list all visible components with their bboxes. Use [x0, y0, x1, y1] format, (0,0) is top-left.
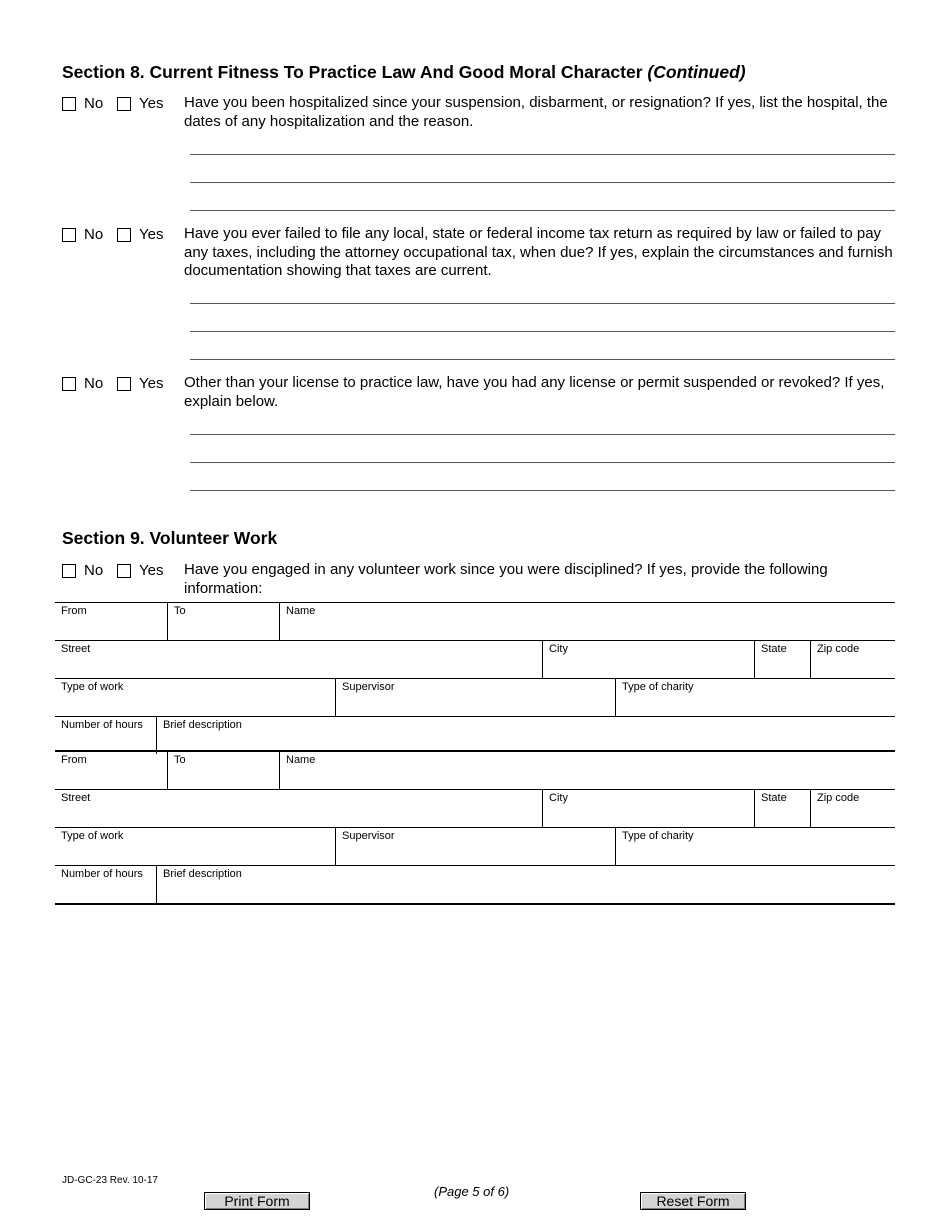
zip-input-2[interactable]	[815, 807, 891, 825]
from-cell: From	[55, 603, 167, 640]
street-cell: Street	[55, 641, 542, 678]
question-license	[62, 375, 896, 415]
hospitalized-answer-line-3[interactable]	[190, 210, 895, 211]
taxes-question-text: Have you ever failed to file any local, state or federal income tax return as required by law or failed to pay any taxes, including the attorney occupational tax, when due? If yes, explain the circumstances and furnish documentation showing that taxes are current.	[184, 225, 893, 279]
hospitalized-answer-line-1[interactable]	[190, 154, 895, 155]
state-input-1[interactable]	[759, 658, 806, 676]
volunteer-entry-1	[55, 602, 895, 754]
name-input-2[interactable]	[284, 769, 891, 787]
street-input-2[interactable]	[59, 807, 538, 825]
to-input-1[interactable]	[172, 620, 275, 638]
hospitalized-no-option[interactable]: No	[62, 95, 103, 113]
type-of-charity-cell: Type of charity	[615, 679, 895, 716]
volunteer-yes-option[interactable]: Yes	[117, 562, 163, 580]
city-cell: City	[542, 790, 754, 827]
hospitalized-question-text: Have you been hospitalized since your suspension, disbarment, or resignation? If yes, list the hospital, the dates of any hospitalization and the reason.	[184, 94, 888, 130]
question-taxes	[62, 225, 896, 279]
state-cell: State	[754, 641, 810, 678]
taxes-answer-line-2[interactable]	[190, 331, 895, 332]
type-of-work-cell: Type of work	[55, 828, 335, 865]
number-of-hours-cell: Number of hours	[55, 866, 156, 903]
zip-cell: Zip code	[810, 641, 895, 678]
name-input-1[interactable]	[284, 620, 891, 638]
license-no-checkbox[interactable]	[62, 377, 76, 391]
name-cell: Name	[279, 752, 895, 789]
name-cell: Name	[279, 603, 895, 640]
street-cell: Street	[55, 790, 542, 827]
license-yes-option[interactable]: Yes	[117, 375, 163, 393]
from-cell: From	[55, 752, 167, 789]
section-8-title-suffix: (Continued)	[647, 62, 746, 82]
type-of-charity-cell: Type of charity	[615, 828, 895, 865]
form-code: JD-GC-23 Rev. 10-17	[62, 1175, 158, 1186]
city-input-1[interactable]	[547, 658, 750, 676]
type-of-work-input-2[interactable]	[59, 845, 331, 863]
taxes-yes-checkbox[interactable]	[117, 228, 131, 242]
to-cell: To	[167, 603, 279, 640]
taxes-yes-option[interactable]: Yes	[117, 226, 163, 244]
type-of-charity-input-1[interactable]	[620, 696, 891, 714]
type-of-charity-input-2[interactable]	[620, 845, 891, 863]
type-of-work-cell: Type of work	[55, 679, 335, 716]
page-number: (Page 5 of 6)	[434, 1184, 510, 1199]
volunteer-no-option[interactable]: No	[62, 562, 103, 580]
hospitalized-yes-checkbox[interactable]	[117, 97, 131, 111]
hospitalized-yes-option[interactable]: Yes	[117, 95, 163, 113]
volunteer-table-bottom-border	[55, 903, 895, 905]
license-yes-checkbox[interactable]	[117, 377, 131, 391]
volunteer-yes-checkbox[interactable]	[117, 564, 131, 578]
brief-description-input-2[interactable]	[161, 883, 891, 901]
number-of-hours-cell: Number of hours	[55, 717, 156, 754]
license-no-option[interactable]: No	[62, 375, 103, 393]
hospitalized-no-checkbox[interactable]	[62, 97, 76, 111]
city-input-2[interactable]	[547, 807, 750, 825]
supervisor-input-1[interactable]	[340, 696, 611, 714]
volunteer-entry-2	[55, 750, 895, 905]
section-8-title: Section 8. Current Fitness To Practice Law And Good Moral Character (Continued)	[62, 62, 746, 82]
taxes-answer-line-3[interactable]	[190, 359, 895, 360]
city-cell: City	[542, 641, 754, 678]
type-of-work-input-1[interactable]	[59, 696, 331, 714]
brief-description-cell: Brief description	[156, 717, 895, 754]
supervisor-input-2[interactable]	[340, 845, 611, 863]
brief-description-cell: Brief description	[156, 866, 895, 903]
license-answer-line-1[interactable]	[190, 434, 895, 435]
question-volunteer	[62, 562, 896, 602]
zip-cell: Zip code	[810, 790, 895, 827]
taxes-answer-line-1[interactable]	[190, 303, 895, 304]
state-cell: State	[754, 790, 810, 827]
from-input-2[interactable]	[59, 769, 163, 787]
question-hospitalized	[62, 95, 896, 135]
to-input-2[interactable]	[172, 769, 275, 787]
license-question-text: Other than your license to practice law, have you had any license or permit suspended or revoked? If yes, explain below.	[184, 374, 885, 410]
reset-form-button[interactable]: Reset Form	[640, 1192, 746, 1210]
from-input-1[interactable]	[59, 620, 163, 638]
taxes-no-checkbox[interactable]	[62, 228, 76, 242]
volunteer-no-checkbox[interactable]	[62, 564, 76, 578]
street-input-1[interactable]	[59, 658, 538, 676]
supervisor-cell: Supervisor	[335, 828, 615, 865]
volunteer-question-text: Have you engaged in any volunteer work since you were disciplined? If yes, provide the following information:	[184, 561, 828, 597]
number-of-hours-input-2[interactable]	[59, 883, 152, 901]
to-cell: To	[167, 752, 279, 789]
state-input-2[interactable]	[759, 807, 806, 825]
license-answer-line-2[interactable]	[190, 462, 895, 463]
taxes-no-option[interactable]: No	[62, 226, 103, 244]
print-form-button[interactable]: Print Form	[204, 1192, 310, 1210]
section-9-title: Section 9. Volunteer Work	[62, 528, 278, 548]
hospitalized-answer-line-2[interactable]	[190, 182, 895, 183]
supervisor-cell: Supervisor	[335, 679, 615, 716]
zip-input-1[interactable]	[815, 658, 891, 676]
license-answer-line-3[interactable]	[190, 490, 895, 491]
